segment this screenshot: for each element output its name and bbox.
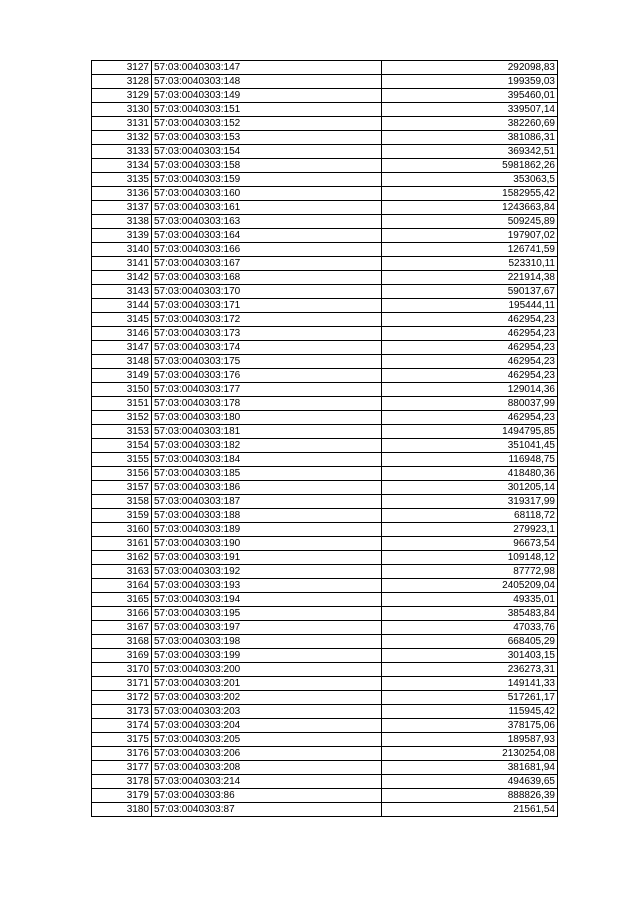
cadastral-number-cell: 57:03:0040303:168 bbox=[152, 271, 382, 285]
value-cell: 418480,36 bbox=[382, 467, 558, 481]
cadastral-number-cell: 57:03:0040303:190 bbox=[152, 537, 382, 551]
value-cell: 189587,93 bbox=[382, 733, 558, 747]
row-number-cell: 3179 bbox=[92, 789, 152, 803]
table-row bbox=[92, 537, 558, 551]
table-row bbox=[92, 145, 558, 159]
cadastral-number-cell: 57:03:0040303:147 bbox=[152, 61, 382, 75]
cadastral-number-cell: 57:03:0040303:187 bbox=[152, 495, 382, 509]
value-cell: 5981862,26 bbox=[382, 159, 558, 173]
row-number-cell: 3147 bbox=[92, 341, 152, 355]
row-number-cell: 3156 bbox=[92, 467, 152, 481]
cadastral-number-cell: 57:03:0040303:154 bbox=[152, 145, 382, 159]
row-number-cell: 3176 bbox=[92, 747, 152, 761]
cadastral-number-cell: 57:03:0040303:153 bbox=[152, 131, 382, 145]
row-number-cell: 3132 bbox=[92, 131, 152, 145]
row-number-cell: 3136 bbox=[92, 187, 152, 201]
table-row bbox=[92, 229, 558, 243]
row-number-cell: 3139 bbox=[92, 229, 152, 243]
cadastral-number-cell: 57:03:0040303:158 bbox=[152, 159, 382, 173]
cadastral-number-cell: 57:03:0040303:166 bbox=[152, 243, 382, 257]
table-row bbox=[92, 579, 558, 593]
table-row bbox=[92, 467, 558, 481]
cadastral-number-cell: 57:03:0040303:202 bbox=[152, 691, 382, 705]
value-cell: 197907,02 bbox=[382, 229, 558, 243]
cadastral-number-cell: 57:03:0040303:175 bbox=[152, 355, 382, 369]
value-cell: 351041,45 bbox=[382, 439, 558, 453]
cadastral-number-cell: 57:03:0040303:177 bbox=[152, 383, 382, 397]
table-body bbox=[92, 61, 558, 817]
cadastral-number-cell: 57:03:0040303:193 bbox=[152, 579, 382, 593]
cadastral-number-cell: 57:03:0040303:214 bbox=[152, 775, 382, 789]
table-row bbox=[92, 383, 558, 397]
table-row bbox=[92, 481, 558, 495]
table-row bbox=[92, 747, 558, 761]
cadastral-number-cell: 57:03:0040303:194 bbox=[152, 593, 382, 607]
table-row bbox=[92, 761, 558, 775]
table-row bbox=[92, 201, 558, 215]
value-cell: 395460,01 bbox=[382, 89, 558, 103]
row-number-cell: 3178 bbox=[92, 775, 152, 789]
row-number-cell: 3128 bbox=[92, 75, 152, 89]
table-row bbox=[92, 551, 558, 565]
table-row bbox=[92, 593, 558, 607]
table-row bbox=[92, 355, 558, 369]
value-cell: 385483,84 bbox=[382, 607, 558, 621]
table-row bbox=[92, 411, 558, 425]
cadastral-number-cell: 57:03:0040303:170 bbox=[152, 285, 382, 299]
cadastral-number-cell: 57:03:0040303:189 bbox=[152, 523, 382, 537]
value-cell: 319317,99 bbox=[382, 495, 558, 509]
value-cell: 462954,23 bbox=[382, 369, 558, 383]
table-row bbox=[92, 453, 558, 467]
table-row bbox=[92, 733, 558, 747]
value-cell: 149141,33 bbox=[382, 677, 558, 691]
table-row bbox=[92, 523, 558, 537]
value-cell: 236273,31 bbox=[382, 663, 558, 677]
cadastral-number-cell: 57:03:0040303:205 bbox=[152, 733, 382, 747]
value-cell: 199359,03 bbox=[382, 75, 558, 89]
cadastral-number-cell: 57:03:0040303:191 bbox=[152, 551, 382, 565]
row-number-cell: 3141 bbox=[92, 257, 152, 271]
value-cell: 195444,11 bbox=[382, 299, 558, 313]
table-row bbox=[92, 705, 558, 719]
value-cell: 1582955,42 bbox=[382, 187, 558, 201]
row-number-cell: 3157 bbox=[92, 481, 152, 495]
cadastral-number-cell: 57:03:0040303:172 bbox=[152, 313, 382, 327]
row-number-cell: 3143 bbox=[92, 285, 152, 299]
table-row bbox=[92, 439, 558, 453]
table-row bbox=[92, 565, 558, 579]
value-cell: 301403,15 bbox=[382, 649, 558, 663]
cadastral-number-cell: 57:03:0040303:174 bbox=[152, 341, 382, 355]
value-cell: 517261,17 bbox=[382, 691, 558, 705]
row-number-cell: 3131 bbox=[92, 117, 152, 131]
table-row bbox=[92, 299, 558, 313]
cadastral-number-cell: 57:03:0040303:198 bbox=[152, 635, 382, 649]
row-number-cell: 3158 bbox=[92, 495, 152, 509]
row-number-cell: 3152 bbox=[92, 411, 152, 425]
cadastral-number-cell: 57:03:0040303:151 bbox=[152, 103, 382, 117]
value-cell: 462954,23 bbox=[382, 327, 558, 341]
row-number-cell: 3146 bbox=[92, 327, 152, 341]
cadastral-number-cell: 57:03:0040303:188 bbox=[152, 509, 382, 523]
row-number-cell: 3174 bbox=[92, 719, 152, 733]
cadastral-number-cell: 57:03:0040303:203 bbox=[152, 705, 382, 719]
cadastral-value-table bbox=[91, 60, 558, 817]
value-cell: 129014,36 bbox=[382, 383, 558, 397]
table-row bbox=[92, 327, 558, 341]
table-row bbox=[92, 285, 558, 299]
value-cell: 115945,42 bbox=[382, 705, 558, 719]
row-number-cell: 3168 bbox=[92, 635, 152, 649]
value-cell: 353063,5 bbox=[382, 173, 558, 187]
cadastral-number-cell: 57:03:0040303:195 bbox=[152, 607, 382, 621]
cadastral-number-cell: 57:03:0040303:200 bbox=[152, 663, 382, 677]
table-row bbox=[92, 607, 558, 621]
value-cell: 21561,54 bbox=[382, 803, 558, 817]
value-cell: 126741,59 bbox=[382, 243, 558, 257]
cadastral-number-cell: 57:03:0040303:159 bbox=[152, 173, 382, 187]
cadastral-number-cell: 57:03:0040303:197 bbox=[152, 621, 382, 635]
table-row bbox=[92, 663, 558, 677]
row-number-cell: 3163 bbox=[92, 565, 152, 579]
cadastral-number-cell: 57:03:0040303:182 bbox=[152, 439, 382, 453]
table-row bbox=[92, 131, 558, 145]
cadastral-number-cell: 57:03:0040303:201 bbox=[152, 677, 382, 691]
row-number-cell: 3148 bbox=[92, 355, 152, 369]
table-row bbox=[92, 789, 558, 803]
value-cell: 462954,23 bbox=[382, 411, 558, 425]
row-number-cell: 3153 bbox=[92, 425, 152, 439]
row-number-cell: 3145 bbox=[92, 313, 152, 327]
row-number-cell: 3150 bbox=[92, 383, 152, 397]
row-number-cell: 3137 bbox=[92, 201, 152, 215]
cadastral-number-cell: 57:03:0040303:160 bbox=[152, 187, 382, 201]
value-cell: 462954,23 bbox=[382, 313, 558, 327]
table-row bbox=[92, 649, 558, 663]
cadastral-number-cell: 57:03:0040303:161 bbox=[152, 201, 382, 215]
cadastral-number-cell: 57:03:0040303:87 bbox=[152, 803, 382, 817]
value-cell: 49335,01 bbox=[382, 593, 558, 607]
value-cell: 339507,14 bbox=[382, 103, 558, 117]
table-row bbox=[92, 621, 558, 635]
table-row bbox=[92, 159, 558, 173]
row-number-cell: 3149 bbox=[92, 369, 152, 383]
table-row bbox=[92, 271, 558, 285]
cadastral-number-cell: 57:03:0040303:192 bbox=[152, 565, 382, 579]
cadastral-number-cell: 57:03:0040303:206 bbox=[152, 747, 382, 761]
value-cell: 378175,06 bbox=[382, 719, 558, 733]
cadastral-number-cell: 57:03:0040303:186 bbox=[152, 481, 382, 495]
table-row bbox=[92, 775, 558, 789]
row-number-cell: 3177 bbox=[92, 761, 152, 775]
value-cell: 47033,76 bbox=[382, 621, 558, 635]
value-cell: 1243663,84 bbox=[382, 201, 558, 215]
cadastral-number-cell: 57:03:0040303:148 bbox=[152, 75, 382, 89]
value-cell: 494639,65 bbox=[382, 775, 558, 789]
table-row bbox=[92, 117, 558, 131]
value-cell: 96673,54 bbox=[382, 537, 558, 551]
table-row bbox=[92, 509, 558, 523]
row-number-cell: 3159 bbox=[92, 509, 152, 523]
table-row bbox=[92, 691, 558, 705]
table-row bbox=[92, 215, 558, 229]
value-cell: 279923,1 bbox=[382, 523, 558, 537]
table-row bbox=[92, 635, 558, 649]
value-cell: 221914,38 bbox=[382, 271, 558, 285]
row-number-cell: 3172 bbox=[92, 691, 152, 705]
row-number-cell: 3169 bbox=[92, 649, 152, 663]
cadastral-number-cell: 57:03:0040303:184 bbox=[152, 453, 382, 467]
table-row bbox=[92, 495, 558, 509]
cadastral-number-cell: 57:03:0040303:163 bbox=[152, 215, 382, 229]
row-number-cell: 3180 bbox=[92, 803, 152, 817]
cadastral-number-cell: 57:03:0040303:208 bbox=[152, 761, 382, 775]
value-cell: 668405,29 bbox=[382, 635, 558, 649]
row-number-cell: 3170 bbox=[92, 663, 152, 677]
table-row bbox=[92, 243, 558, 257]
cadastral-number-cell: 57:03:0040303:176 bbox=[152, 369, 382, 383]
cadastral-number-cell: 57:03:0040303:185 bbox=[152, 467, 382, 481]
cadastral-number-cell: 57:03:0040303:178 bbox=[152, 397, 382, 411]
cadastral-number-cell: 57:03:0040303:173 bbox=[152, 327, 382, 341]
table-row bbox=[92, 313, 558, 327]
row-number-cell: 3151 bbox=[92, 397, 152, 411]
value-cell: 369342,51 bbox=[382, 145, 558, 159]
row-number-cell: 3162 bbox=[92, 551, 152, 565]
row-number-cell: 3166 bbox=[92, 607, 152, 621]
table-row bbox=[92, 75, 558, 89]
value-cell: 509245,89 bbox=[382, 215, 558, 229]
value-cell: 381681,94 bbox=[382, 761, 558, 775]
row-number-cell: 3142 bbox=[92, 271, 152, 285]
table-row bbox=[92, 257, 558, 271]
table-row bbox=[92, 89, 558, 103]
value-cell: 87772,98 bbox=[382, 565, 558, 579]
row-number-cell: 3171 bbox=[92, 677, 152, 691]
table-row bbox=[92, 425, 558, 439]
row-number-cell: 3133 bbox=[92, 145, 152, 159]
value-cell: 1494795,85 bbox=[382, 425, 558, 439]
row-number-cell: 3130 bbox=[92, 103, 152, 117]
row-number-cell: 3134 bbox=[92, 159, 152, 173]
value-cell: 880037,99 bbox=[382, 397, 558, 411]
cadastral-number-cell: 57:03:0040303:204 bbox=[152, 719, 382, 733]
cadastral-number-cell: 57:03:0040303:199 bbox=[152, 649, 382, 663]
value-cell: 523310,11 bbox=[382, 257, 558, 271]
value-cell: 2130254,08 bbox=[382, 747, 558, 761]
cadastral-number-cell: 57:03:0040303:164 bbox=[152, 229, 382, 243]
row-number-cell: 3138 bbox=[92, 215, 152, 229]
table-row bbox=[92, 369, 558, 383]
row-number-cell: 3155 bbox=[92, 453, 152, 467]
value-cell: 68118,72 bbox=[382, 509, 558, 523]
cadastral-number-cell: 57:03:0040303:167 bbox=[152, 257, 382, 271]
row-number-cell: 3167 bbox=[92, 621, 152, 635]
row-number-cell: 3160 bbox=[92, 523, 152, 537]
row-number-cell: 3165 bbox=[92, 593, 152, 607]
row-number-cell: 3129 bbox=[92, 89, 152, 103]
value-cell: 381086,31 bbox=[382, 131, 558, 145]
table-row bbox=[92, 341, 558, 355]
table-row bbox=[92, 677, 558, 691]
table-row bbox=[92, 103, 558, 117]
table-row bbox=[92, 803, 558, 817]
row-number-cell: 3140 bbox=[92, 243, 152, 257]
value-cell: 292098,83 bbox=[382, 61, 558, 75]
value-cell: 462954,23 bbox=[382, 355, 558, 369]
value-cell: 382260,69 bbox=[382, 117, 558, 131]
value-cell: 590137,67 bbox=[382, 285, 558, 299]
cadastral-number-cell: 57:03:0040303:152 bbox=[152, 117, 382, 131]
value-cell: 888826,39 bbox=[382, 789, 558, 803]
row-number-cell: 3175 bbox=[92, 733, 152, 747]
value-cell: 301205,14 bbox=[382, 481, 558, 495]
table-row bbox=[92, 61, 558, 75]
row-number-cell: 3173 bbox=[92, 705, 152, 719]
table-row bbox=[92, 397, 558, 411]
value-cell: 116948,75 bbox=[382, 453, 558, 467]
cadastral-number-cell: 57:03:0040303:171 bbox=[152, 299, 382, 313]
row-number-cell: 3127 bbox=[92, 61, 152, 75]
table-row bbox=[92, 173, 558, 187]
cadastral-number-cell: 57:03:0040303:180 bbox=[152, 411, 382, 425]
cadastral-number-cell: 57:03:0040303:86 bbox=[152, 789, 382, 803]
value-cell: 2405209,04 bbox=[382, 579, 558, 593]
value-cell: 462954,23 bbox=[382, 341, 558, 355]
row-number-cell: 3144 bbox=[92, 299, 152, 313]
table-row bbox=[92, 187, 558, 201]
cadastral-number-cell: 57:03:0040303:149 bbox=[152, 89, 382, 103]
row-number-cell: 3161 bbox=[92, 537, 152, 551]
table-row bbox=[92, 719, 558, 733]
row-number-cell: 3164 bbox=[92, 579, 152, 593]
row-number-cell: 3135 bbox=[92, 173, 152, 187]
row-number-cell: 3154 bbox=[92, 439, 152, 453]
value-cell: 109148,12 bbox=[382, 551, 558, 565]
cadastral-number-cell: 57:03:0040303:181 bbox=[152, 425, 382, 439]
